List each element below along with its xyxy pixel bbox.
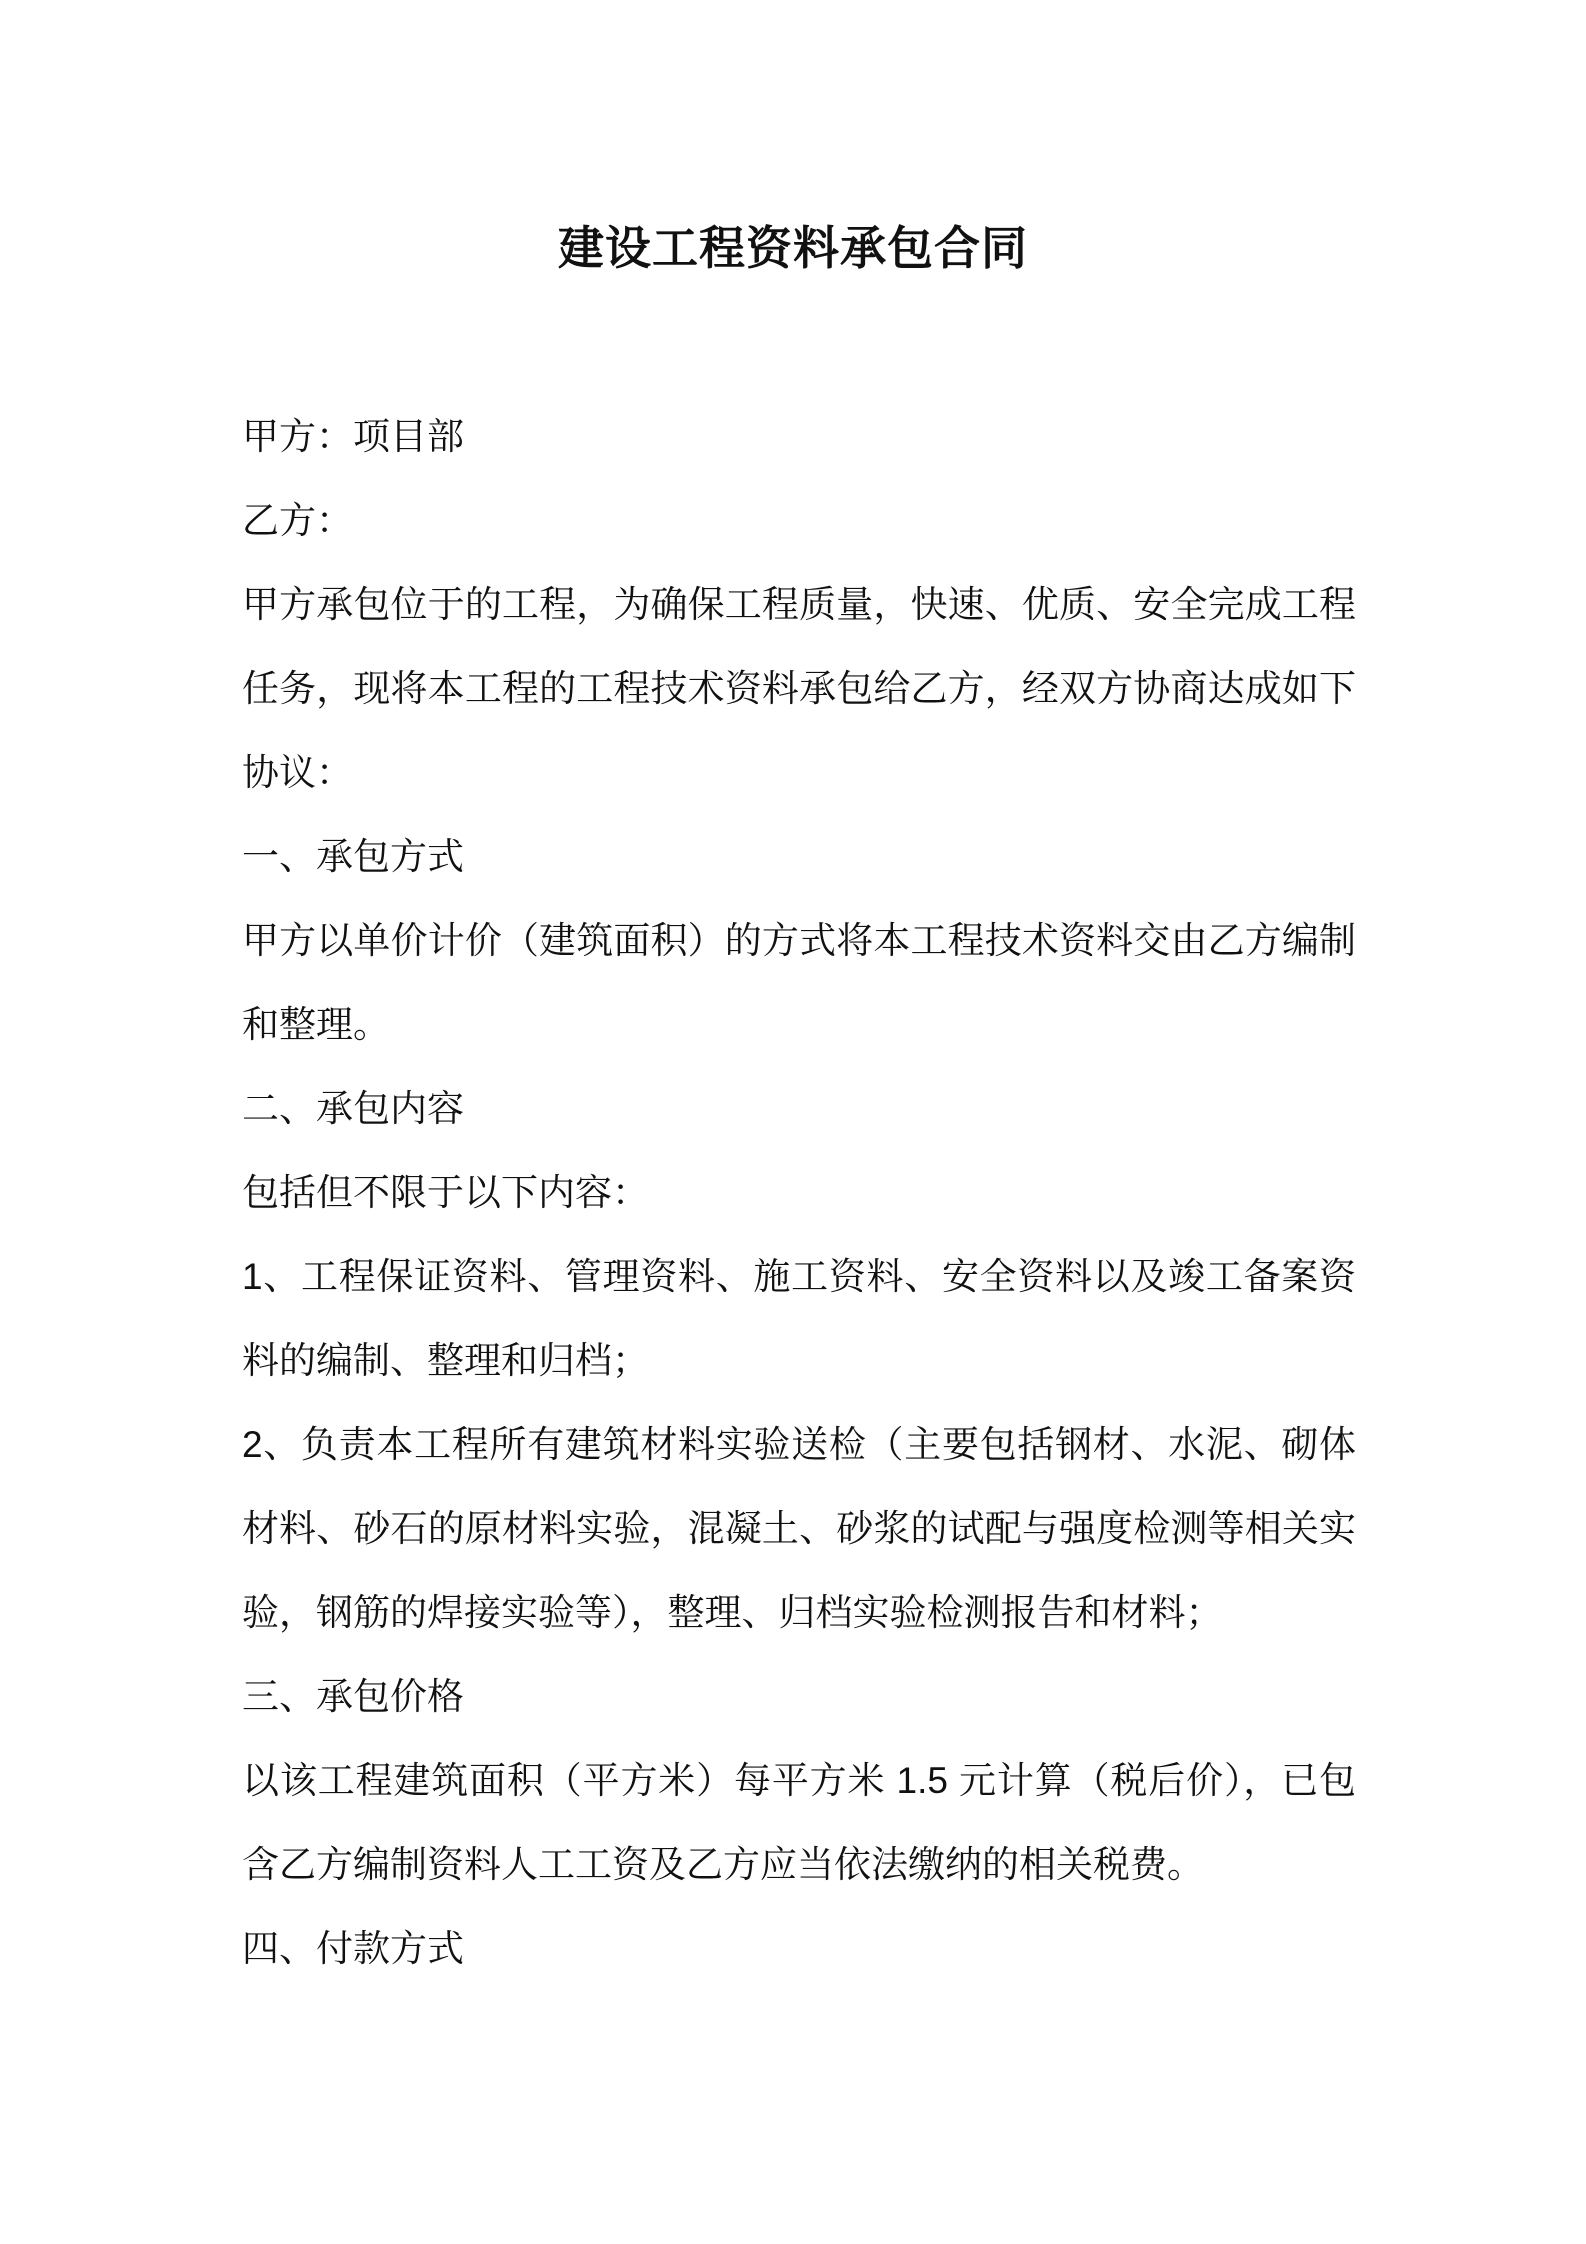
paragraph-line: 协议：: [242, 752, 353, 793]
document-body: [242, 395, 1356, 1991]
party-b-line: 乙方：: [242, 500, 353, 541]
section-contract-method: [242, 815, 1356, 1067]
section-heading: 一、承包方式: [242, 836, 464, 877]
paragraph-line: 2、负责本工程所有建筑材料实验送检（主要包括钢材、水泥、砌体: [242, 1424, 1356, 1465]
section-heading: 三、承包价格: [242, 1676, 464, 1717]
paragraph-line: 和整理。: [242, 1004, 390, 1045]
paragraph-line: 验，钢筋的焊接实验等），整理、归档实验检测报告和材料；: [242, 1592, 1223, 1633]
section-paragraph: [242, 899, 1356, 1067]
paragraph-line: 任务，现将本工程的工程技术资料承包给乙方，经双方协商达成如下: [242, 668, 1356, 709]
paragraph-line: 以该工程建筑面积（平方米）每平方米 1.5 元计算（税后价），已包: [242, 1760, 1356, 1801]
paragraph-line: 料的编制、整理和归档；: [242, 1340, 649, 1381]
section-contract-content: [242, 1067, 1356, 1655]
party-a-line: 甲方：项目部: [242, 416, 464, 457]
list-item: [242, 1403, 1356, 1655]
document-title: 建设工程资料承包合同: [558, 222, 1028, 274]
paragraph-line: 甲方以单价计价（建筑面积）的方式将本工程技术资料交由乙方编制: [242, 920, 1356, 961]
section-contract-price: [242, 1655, 1356, 1907]
section-payment-method: [242, 1907, 1356, 1991]
preamble-paragraph: [242, 563, 1356, 815]
section-heading: 四、付款方式: [242, 1928, 464, 1969]
paragraph-line: 甲方承包位于的工程，为确保工程质量，快速、优质、安全完成工程: [242, 584, 1356, 625]
paragraph-line: 1、工程保证资料、管理资料、施工资料、安全资料以及竣工备案资: [242, 1256, 1356, 1297]
list-item: [242, 1235, 1356, 1403]
section-paragraph: [242, 1151, 1356, 1235]
section-paragraph: [242, 1739, 1356, 1907]
section-heading: 二、承包内容: [242, 1088, 464, 1129]
paragraph-line: 含乙方编制资料人工工资及乙方应当依法缴纳的相关税费。: [242, 1844, 1204, 1885]
paragraph-line: 材料、砂石的原材料实验，混凝土、砂浆的试配与强度检测等相关实: [242, 1508, 1356, 1549]
paragraph-line: 包括但不限于以下内容：: [242, 1172, 649, 1213]
